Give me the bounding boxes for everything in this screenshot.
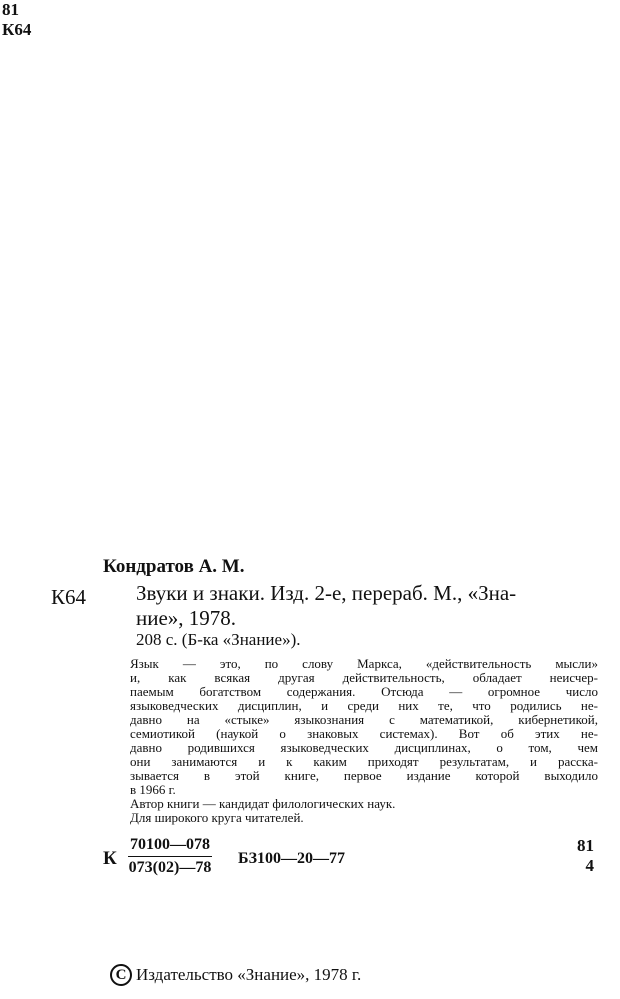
catalog-denominator: 073(02)—78 [128,859,212,876]
title-line-1: Звуки и знаки. Изд. 2-е, перераб. М., «Зна- [136,581,517,605]
catalog-code: БЗ100—20—77 [238,850,346,867]
annotation-last-line: в 1966 г. [130,782,176,797]
annotation-line: давно на «стыке» языкознания с математикой, кибернетикой, [130,712,598,727]
annotation-line: зывается в этой книге, первое издание которой выходило [130,768,598,783]
entry-code: К64 [51,585,87,609]
annotation-line: Язык — это, по слову Маркса, «действительность мысли» [130,656,598,671]
catalog-udc-top: 81 [577,836,594,855]
page-count: 208 с. (Б-ка «Знание»). [136,630,301,649]
author-name: Кондратов А. М. [103,556,245,577]
copyright-text: Издательство «Знание», 1978 г. [136,965,362,984]
udc-header [2,0,31,40]
annotation-line: давно родившихся языковедческих дисциплинах, о том, чем [130,740,598,755]
author-note: Автор книги — кандидат филологических наук. [130,796,396,811]
catalog-fraction [128,836,212,877]
copyright [110,964,361,986]
title-line-2: ние», 1978. [136,606,237,630]
catalog-udc-bottom: 4 [585,856,594,875]
catalog-udc [577,836,594,876]
annotation-line: языковедческих дисциплин, и среди них те, что родились не- [130,698,598,713]
annotation-line: паемым богатством содержания. Отсюда — огромное число [130,684,598,699]
audience-note: Для широкого круга читателей. [130,810,304,825]
copyright-icon: C [110,964,132,986]
catalog-numerator: 70100—078 [128,836,212,857]
book-title [136,581,516,631]
annotation-line: они занимаются и к каким приходят результатам, и расска- [130,754,598,769]
annotation-line: и, как всякая другая действительность, обладает неисчер- [130,670,598,685]
catalog-letter: К [103,848,117,869]
author-mark: К64 [2,20,32,39]
udc-code: 81 [2,0,19,19]
annotation [130,657,598,825]
annotation-line: семиотикой (наукой о знаковых системах). Вот об этих не- [130,726,598,741]
